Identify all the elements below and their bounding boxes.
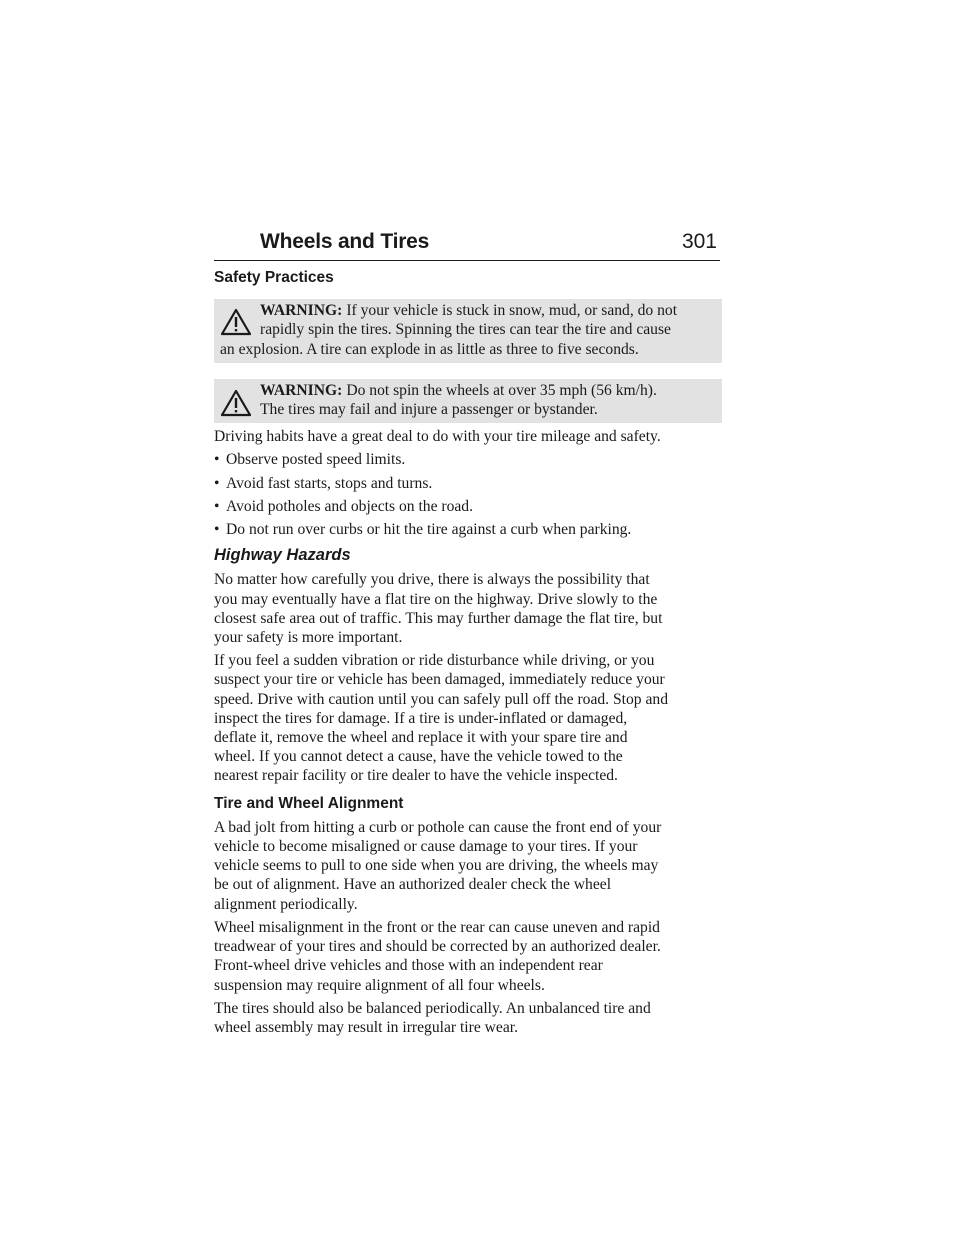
page-content [214, 268, 722, 1037]
list-item-text: Observe posted speed limits. [226, 451, 406, 469]
list-item-text: Do not run over curbs or hit the tire against a curb when parking. [226, 521, 632, 539]
warning-1-line-2: rapidly spin the tires. Spinning the tires can tear the tire and cause [260, 321, 671, 339]
warning-2-line-2: The tires may fail and injure a passenger or bystander. [260, 401, 598, 419]
list-item: • Avoid potholes and objects on the road. [214, 497, 473, 515]
alignment-paragraph-1: A bad jolt from hitting a curb or pothole can cause the front end of your vehicle to become misaligned or cause damage to your tires. If your vehicle seems to pull to one side when you are driving, the wheels may be out of alignment. Have an authorized dealer check the wheel alignment periodically. [214, 818, 662, 913]
list-item: • Avoid fast starts, stops and turns. [214, 474, 433, 492]
page-header [214, 226, 720, 261]
safety-intro: Driving habits have a great deal to do with your tire mileage and safety. [214, 428, 661, 446]
highway-paragraph-2: If you feel a sudden vibration or ride disturbance while driving, or you suspect your tire or vehicle has been damaged, immediately reduce your speed. Drive with caution until you can safely pull off the road. Stop and inspect the tires for damage. If a tire is under-inflated or damaged, deflate it, remove the wheel and replace it with your spare tire and wheel. If you cannot detect a cause, have the vehicle towed to the nearest repair facility or tire dealer to have the vehicle inspected. [214, 652, 668, 785]
list-item-text: Avoid fast starts, stops and turns. [226, 474, 433, 492]
warning-box-1 [214, 299, 722, 363]
heading-tire-wheel-alignment: Tire and Wheel Alignment [214, 794, 404, 812]
warning-triangle-icon [220, 308, 252, 336]
alignment-paragraph-3: The tires should also be balanced periodically. An unbalanced tire and wheel assembly may result in irregular tire wear. [214, 999, 651, 1036]
warning-2-line-1 [220, 381, 714, 400]
list-item-text: Avoid potholes and objects on the road. [226, 497, 473, 515]
warning-label: WARNING: [260, 381, 343, 399]
safety-bullet-list [214, 450, 722, 539]
list-item: • Observe posted speed limits. [214, 451, 406, 469]
warning-label: WARNING: [260, 302, 343, 320]
list-item: • Do not run over curbs or hit the tire against a curb when parking. [214, 521, 632, 539]
warning-1-line-3: an explosion. A tire can explode in as little as three to five seconds. [220, 340, 639, 358]
warning-box-2 [214, 379, 722, 423]
heading-highway-hazards: Highway Hazards [214, 546, 351, 565]
section-title: Wheels and Tires [260, 230, 430, 253]
highway-paragraph-1: No matter how carefully you drive, there is always the possibility that you may eventually have a flat tire on the highway. Drive slowly to the closest safe area out of traffic. This may further damage the flat tire, but your safety is more important. [214, 571, 663, 647]
warning-1-line-1 [220, 301, 714, 320]
alignment-paragraph-2: Wheel misalignment in the front or the rear can cause uneven and rapid treadwear of your tires and should be corrected by an authorized dealer. Front-wheel drive vehicles and those with an independent rear suspension may require alignment of all four wheels. [214, 918, 661, 994]
warning-1-text-1: If your vehicle is stuck in snow, mud, or sand, do not [346, 302, 678, 320]
warning-triangle-icon [220, 389, 252, 417]
warning-2-text-1: Do not spin the wheels at over 35 mph (56 km/h). [346, 381, 657, 399]
heading-safety-practices: Safety Practices [214, 269, 334, 286]
page-number: 301 [681, 230, 717, 253]
